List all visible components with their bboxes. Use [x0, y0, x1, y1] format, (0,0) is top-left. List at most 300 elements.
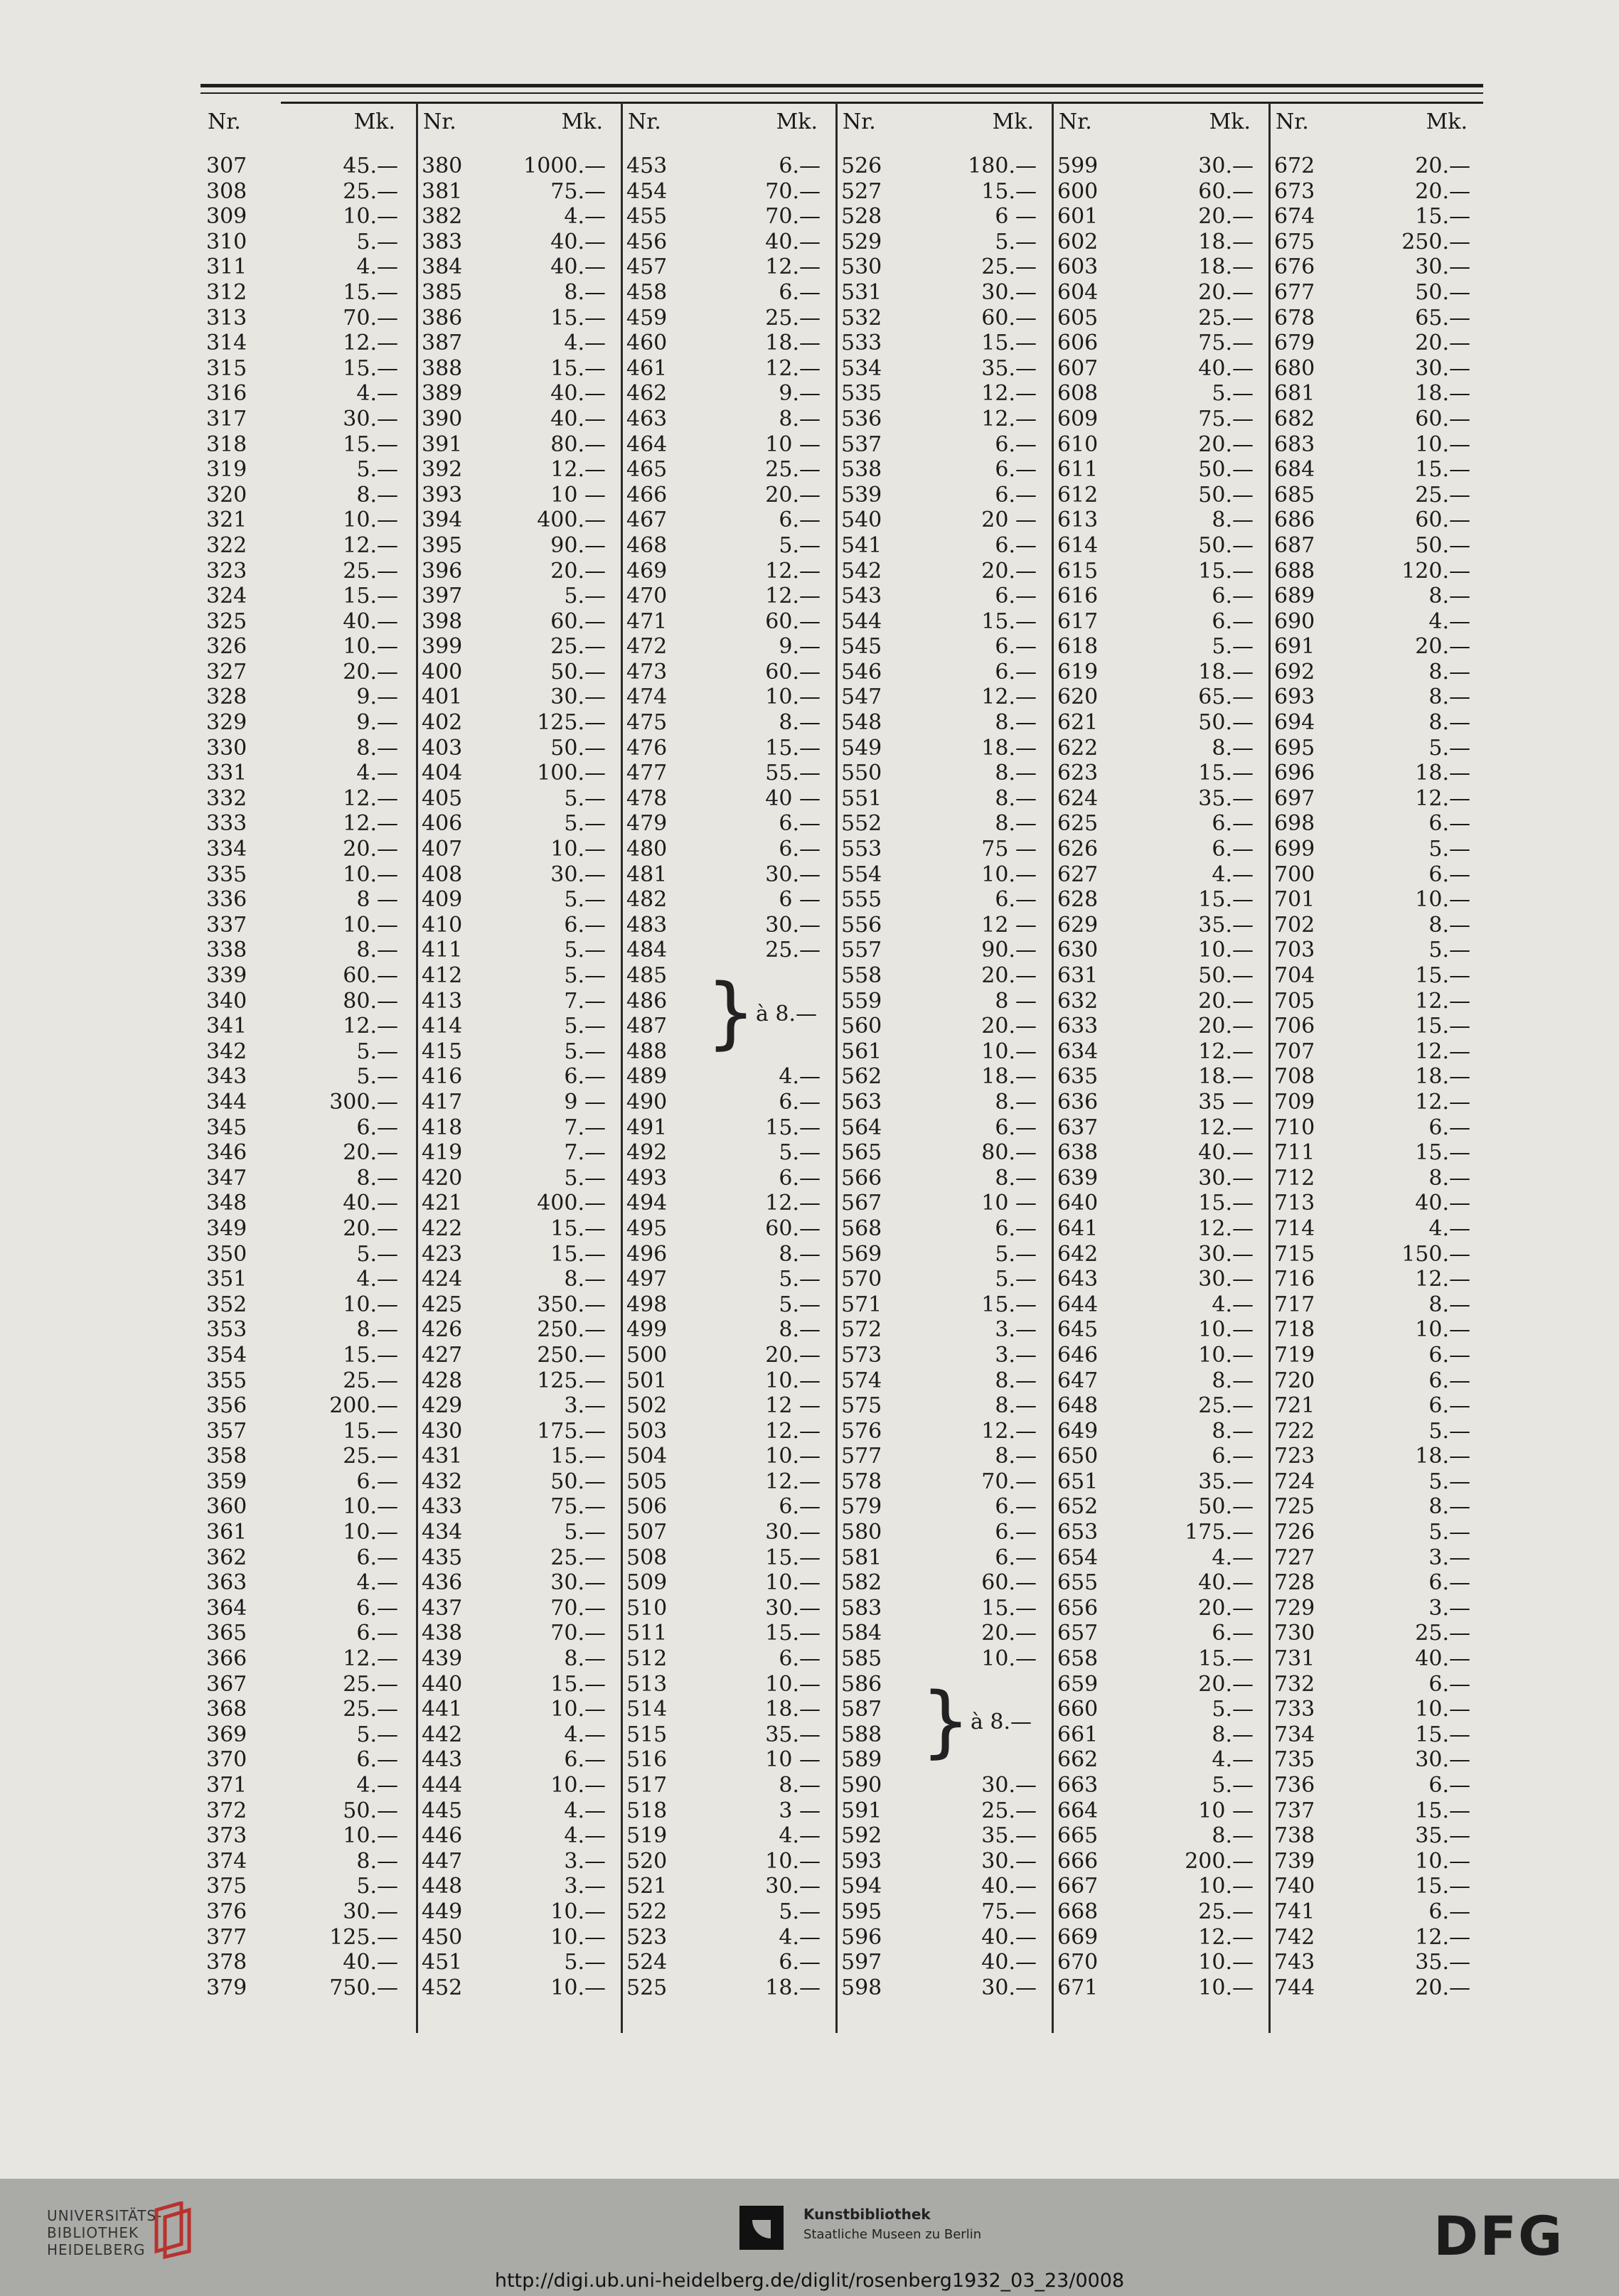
lot-number: 412 [422, 963, 463, 988]
price-value: 12 — [765, 1393, 821, 1419]
table-row [201, 1039, 411, 1065]
lot-number: 641 [1057, 1216, 1099, 1241]
lot-number: 530 [841, 254, 882, 280]
table-row [835, 1444, 1049, 1469]
table-row [1052, 685, 1266, 710]
lot-number: 485 [626, 963, 668, 988]
table-row [621, 660, 833, 685]
table-row [1268, 1064, 1483, 1090]
lot-number: 583 [841, 1595, 882, 1621]
table-row [416, 634, 619, 660]
price-value: 300.— [329, 1089, 398, 1115]
lot-number: 719 [1274, 1342, 1315, 1368]
table-row [1052, 1975, 1266, 2001]
price-value: 6.— [995, 1494, 1037, 1520]
table-row [201, 457, 411, 483]
table-row [1052, 584, 1266, 609]
table-row [1052, 230, 1266, 255]
lot-number: 606 [1057, 331, 1099, 356]
price-value: 90.— [550, 532, 606, 558]
lot-number: 462 [626, 381, 668, 407]
price-value: 15.— [343, 1418, 398, 1444]
price-value: 5.— [356, 457, 398, 483]
table-row [416, 1672, 619, 1697]
table-row [416, 1469, 619, 1495]
price-value: 5.— [1212, 1697, 1254, 1722]
lot-number: 669 [1057, 1924, 1099, 1950]
lot-number: 744 [1274, 1975, 1315, 2000]
price-value: 80.— [343, 988, 398, 1014]
lot-number: 487 [626, 1014, 668, 1039]
table-row [1052, 1672, 1266, 1697]
price-value: 6.— [779, 154, 821, 178]
table-row [1268, 1166, 1483, 1191]
lot-number: 452 [422, 1975, 463, 2000]
lot-number: 439 [422, 1646, 463, 1672]
lot-number: 721 [1274, 1393, 1315, 1419]
price-value: 60.— [981, 305, 1037, 331]
lot-number: 547 [841, 685, 882, 710]
table-row [416, 1216, 619, 1242]
lot-number: 614 [1057, 532, 1099, 558]
price-value: 6.— [356, 1595, 398, 1621]
price-value: 35.— [1198, 1469, 1254, 1494]
lot-number: 361 [206, 1520, 247, 1545]
table-row [416, 837, 619, 862]
lot-number: 634 [1057, 1039, 1099, 1064]
lot-number: 534 [841, 355, 882, 381]
lot-number: 682 [1274, 406, 1315, 431]
table-row [416, 1823, 619, 1849]
price-value: 5.— [995, 1267, 1037, 1292]
table-row [1268, 837, 1483, 862]
table-row [201, 1469, 411, 1495]
table-row [201, 1849, 411, 1874]
table-row [1268, 1747, 1483, 1773]
table-row [835, 1140, 1049, 1166]
table-row [201, 331, 411, 356]
table-row [1052, 1469, 1266, 1495]
price-value: 10.— [343, 1520, 398, 1545]
lot-number: 501 [626, 1368, 668, 1393]
lot-number: 515 [626, 1722, 668, 1747]
price-value: 75.— [550, 1494, 606, 1520]
lot-number: 717 [1274, 1292, 1315, 1317]
price-value: 6.— [356, 1747, 398, 1773]
lot-number: 458 [626, 279, 668, 305]
price-value: 10.— [343, 508, 398, 533]
price-value: 30.— [550, 862, 606, 887]
column-header [1268, 109, 1483, 138]
price-value: 65.— [1198, 685, 1254, 710]
price-value: 5.— [1212, 381, 1254, 407]
table-row [1052, 1242, 1266, 1267]
lot-number: 553 [841, 837, 882, 862]
price-value: 70.— [981, 1469, 1037, 1494]
lot-number: 381 [422, 178, 463, 204]
price-value: 5.— [564, 1165, 606, 1191]
lot-number: 709 [1274, 1089, 1315, 1115]
table-column [1268, 107, 1483, 2033]
price-value: 50.— [1198, 963, 1254, 988]
table-row [416, 254, 619, 280]
lot-number: 431 [422, 1444, 463, 1469]
table-row [201, 508, 411, 533]
price-value: 8.— [779, 1773, 821, 1798]
lot-number: 651 [1057, 1469, 1099, 1494]
lot-number: 629 [1057, 912, 1099, 938]
price-value: 40.— [1415, 1646, 1470, 1672]
table-row [1052, 1191, 1266, 1216]
lot-number: 668 [1057, 1899, 1099, 1924]
price-value: 15.— [343, 279, 398, 305]
lot-number: 562 [841, 1064, 882, 1090]
ub-line3: HEIDELBERG [47, 2241, 146, 2258]
price-value: 6.— [995, 532, 1037, 558]
table-row [621, 634, 833, 660]
table-row [201, 1216, 411, 1242]
price-value: 6.— [1428, 1342, 1470, 1368]
header-mk: Mk. [992, 109, 1034, 134]
table-row [835, 1925, 1049, 1951]
price-value: 15.— [550, 305, 606, 331]
price-value: 5.— [564, 938, 606, 963]
price-value: 15.— [981, 331, 1037, 356]
lot-number: 448 [422, 1874, 463, 1899]
lot-number: 680 [1274, 355, 1315, 381]
lot-number: 691 [1274, 634, 1315, 660]
lot-number: 428 [422, 1368, 463, 1393]
permalink-url[interactable]: http://digi.ub.uni-heidelberg.de/diglit/rosenberg1932_03_23/0008 [494, 2270, 1125, 2292]
lot-number: 607 [1057, 355, 1099, 381]
table-row [835, 811, 1049, 837]
table-row [835, 736, 1049, 761]
price-value: 15.— [1415, 1722, 1470, 1747]
table-row [621, 154, 833, 179]
price-value: 15.— [1415, 1798, 1470, 1823]
price-value: 6 — [995, 204, 1037, 230]
price-value: 55.— [765, 761, 821, 786]
table-row [1268, 457, 1483, 483]
table-row [201, 736, 411, 761]
lot-number: 378 [206, 1950, 247, 1975]
price-value: 40.— [550, 406, 606, 431]
price-value: 25.— [1198, 1393, 1254, 1419]
price-value: 6.— [995, 1520, 1037, 1545]
table-row [621, 1368, 833, 1394]
table-row [835, 230, 1049, 255]
lot-number: 459 [626, 305, 668, 331]
lot-number: 653 [1057, 1520, 1099, 1545]
lot-number: 642 [1057, 1241, 1099, 1267]
price-value: 8.— [995, 1368, 1037, 1393]
table-row [835, 407, 1049, 432]
table-row [621, 1596, 833, 1621]
table-row [1268, 1191, 1483, 1216]
table-row [1052, 811, 1266, 837]
price-value: 8.— [1212, 508, 1254, 533]
price-value: 30.— [981, 1975, 1037, 2000]
price-value: 4.— [564, 331, 606, 356]
table-row [1052, 1798, 1266, 1824]
table-row [1268, 1292, 1483, 1318]
price-value: 5.— [1428, 1418, 1470, 1444]
table-row [1052, 1166, 1266, 1191]
lot-number: 736 [1274, 1773, 1315, 1798]
price-value: 15.— [981, 1595, 1037, 1621]
table-row [621, 887, 833, 913]
lot-number: 561 [841, 1039, 882, 1064]
lot-number: 589 [841, 1747, 882, 1773]
table-row [835, 609, 1049, 635]
table-row [1268, 1849, 1483, 1874]
table-row [1052, 634, 1266, 660]
table-row [1052, 280, 1266, 306]
price-value: 6.— [356, 1621, 398, 1646]
price-value: 175.— [537, 1418, 606, 1444]
table-row [621, 584, 833, 609]
price-value: 10.— [550, 1975, 606, 2000]
price-value: 5.— [564, 963, 606, 988]
table-row [621, 1140, 833, 1166]
table-row [1268, 1823, 1483, 1849]
table-row [1052, 483, 1266, 508]
price-value: 6.— [1428, 1115, 1470, 1140]
price-value: 12.— [981, 406, 1037, 431]
lot-number: 333 [206, 811, 247, 837]
table-row [1268, 1925, 1483, 1951]
price-value: 40.— [343, 1950, 398, 1975]
lot-number: 313 [206, 305, 247, 331]
lot-number: 656 [1057, 1595, 1099, 1621]
price-value: 5.— [564, 811, 606, 837]
price-value: 70.— [765, 178, 821, 204]
price-value: 4.— [564, 1798, 606, 1823]
table-row [201, 1646, 411, 1672]
table-row [621, 786, 833, 812]
table-row [835, 634, 1049, 660]
table-row [416, 1899, 619, 1925]
table-row [835, 1494, 1049, 1520]
table-row [201, 1242, 411, 1267]
lot-number: 317 [206, 406, 247, 431]
price-value: 4.— [356, 381, 398, 407]
price-value: 8.— [356, 1317, 398, 1343]
table-row [835, 963, 1049, 989]
column-header [416, 109, 619, 138]
price-value: 10.— [550, 1924, 606, 1950]
lot-number: 444 [422, 1773, 463, 1798]
table-row [416, 609, 619, 635]
column-header [1052, 109, 1266, 138]
price-value: 20.— [343, 1140, 398, 1166]
price-value: 6.— [779, 837, 821, 862]
lot-number: 477 [626, 761, 668, 786]
price-value: 180.— [968, 154, 1037, 178]
table-row [1268, 1469, 1483, 1495]
price-value: 10 — [981, 1191, 1037, 1216]
lot-number: 387 [422, 331, 463, 356]
price-value: 40.— [550, 229, 606, 254]
lot-number: 430 [422, 1418, 463, 1444]
lot-number: 359 [206, 1469, 247, 1494]
lot-number: 568 [841, 1216, 882, 1241]
table-row [416, 407, 619, 432]
lot-number: 577 [841, 1444, 882, 1469]
price-value: 8.— [779, 406, 821, 431]
price-value: 18.— [1415, 381, 1470, 407]
lot-number: 314 [206, 331, 247, 356]
table-row [416, 1064, 619, 1090]
lot-number: 522 [626, 1899, 668, 1924]
lot-number: 593 [841, 1848, 882, 1874]
lot-number: 472 [626, 634, 668, 660]
table-row [835, 1343, 1049, 1368]
table-row [201, 407, 411, 432]
lot-number: 409 [422, 887, 463, 913]
lot-number: 480 [626, 837, 668, 862]
table-row [1268, 913, 1483, 938]
lot-number: 312 [206, 279, 247, 305]
table-row [416, 1292, 619, 1318]
price-value: 15.— [1415, 1874, 1470, 1899]
lot-number: 738 [1274, 1823, 1315, 1849]
table-row [1268, 1393, 1483, 1419]
lot-number: 363 [206, 1570, 247, 1596]
lot-number: 514 [626, 1697, 668, 1722]
table-row [1268, 331, 1483, 356]
lot-number: 372 [206, 1798, 247, 1823]
price-value: 40.— [550, 254, 606, 280]
price-value: 40.— [981, 1924, 1037, 1950]
lot-number: 445 [422, 1798, 463, 1823]
ub-heidelberg-logo-text[interactable] [47, 2207, 162, 2258]
table-row [201, 1697, 411, 1722]
table-row [1052, 1950, 1266, 1975]
price-value: 5.— [779, 1899, 821, 1924]
lot-number: 654 [1057, 1545, 1099, 1570]
lot-number: 588 [841, 1722, 882, 1747]
table-row [201, 1014, 411, 1039]
price-value: 25.— [343, 558, 398, 584]
lot-number: 702 [1274, 912, 1315, 938]
table-row [1052, 1419, 1266, 1444]
price-value: 10.— [1198, 1317, 1254, 1343]
lot-number: 733 [1274, 1697, 1315, 1722]
lot-number: 626 [1057, 837, 1099, 862]
price-value: 12.— [343, 331, 398, 356]
price-value: 18.— [981, 1064, 1037, 1090]
table-row [416, 1014, 619, 1039]
price-value: 20.— [1198, 279, 1254, 305]
table-rows [416, 154, 619, 2000]
table-row [1052, 761, 1266, 786]
lot-number: 403 [422, 735, 463, 761]
lot-number: 613 [1057, 508, 1099, 533]
price-value: 5.— [995, 1241, 1037, 1267]
lot-number: 344 [206, 1089, 247, 1115]
table-row [1268, 1090, 1483, 1115]
lot-number: 558 [841, 963, 882, 988]
price-value: 9.— [779, 634, 821, 660]
table-row [835, 1950, 1049, 1975]
price-value: 30.— [1415, 254, 1470, 280]
price-value: 4.— [356, 1773, 398, 1798]
table-column [201, 107, 411, 2033]
lot-number: 713 [1274, 1191, 1315, 1216]
lot-number: 582 [841, 1570, 882, 1596]
lot-number: 446 [422, 1823, 463, 1849]
lot-number: 425 [422, 1292, 463, 1317]
lot-number: 506 [626, 1494, 668, 1520]
table-row [835, 1545, 1049, 1571]
lot-number: 551 [841, 785, 882, 811]
price-value: 50.— [1415, 532, 1470, 558]
lot-number: 356 [206, 1393, 247, 1419]
table-row [1052, 381, 1266, 407]
table-row [621, 1899, 833, 1925]
lot-number: 579 [841, 1494, 882, 1520]
price-value: 10.— [1198, 1975, 1254, 2000]
table-row [835, 660, 1049, 685]
table-row [201, 154, 411, 179]
price-value: 20.— [981, 963, 1037, 988]
lot-number: 528 [841, 204, 882, 230]
lot-number: 605 [1057, 305, 1099, 331]
table-row [621, 508, 833, 533]
table-row [835, 1267, 1049, 1292]
dfg-logo[interactable]: DFG [1433, 2204, 1564, 2268]
table-row [1052, 1115, 1266, 1141]
lot-number: 469 [626, 558, 668, 584]
price-value: 6.— [1212, 584, 1254, 609]
table-row [621, 1419, 833, 1444]
table-row [201, 1773, 411, 1798]
table-row [201, 533, 411, 559]
table-row [1052, 457, 1266, 483]
lot-number: 492 [626, 1140, 668, 1166]
table-row [621, 1115, 833, 1141]
price-value: 25.— [1415, 1621, 1470, 1646]
table-row [835, 1014, 1049, 1039]
price-value: 6.— [995, 584, 1037, 609]
table-row [416, 280, 619, 306]
lot-number: 332 [206, 785, 247, 811]
lot-number: 523 [626, 1924, 668, 1950]
table-row [1052, 1292, 1266, 1318]
lot-number: 604 [1057, 279, 1099, 305]
table-row [621, 1292, 833, 1318]
lot-number: 722 [1274, 1418, 1315, 1444]
header-nr: Nr. [1276, 109, 1309, 134]
table-row [621, 1925, 833, 1951]
lot-number: 465 [626, 457, 668, 483]
lot-number: 365 [206, 1621, 247, 1646]
lot-number: 468 [626, 532, 668, 558]
price-value: 12.— [1415, 1267, 1470, 1292]
table-row [835, 483, 1049, 508]
lot-number: 516 [626, 1747, 668, 1773]
table-column [416, 107, 619, 2033]
price-value: 18.— [765, 1697, 821, 1722]
price-value: 6.— [779, 1646, 821, 1672]
price-value: 70.— [343, 305, 398, 331]
lot-number: 690 [1274, 608, 1315, 634]
table-row [1268, 1115, 1483, 1141]
price-value: 30.— [765, 912, 821, 938]
kunstbibliothek-logo-text[interactable] [803, 2206, 981, 2242]
table-row [416, 1621, 619, 1646]
